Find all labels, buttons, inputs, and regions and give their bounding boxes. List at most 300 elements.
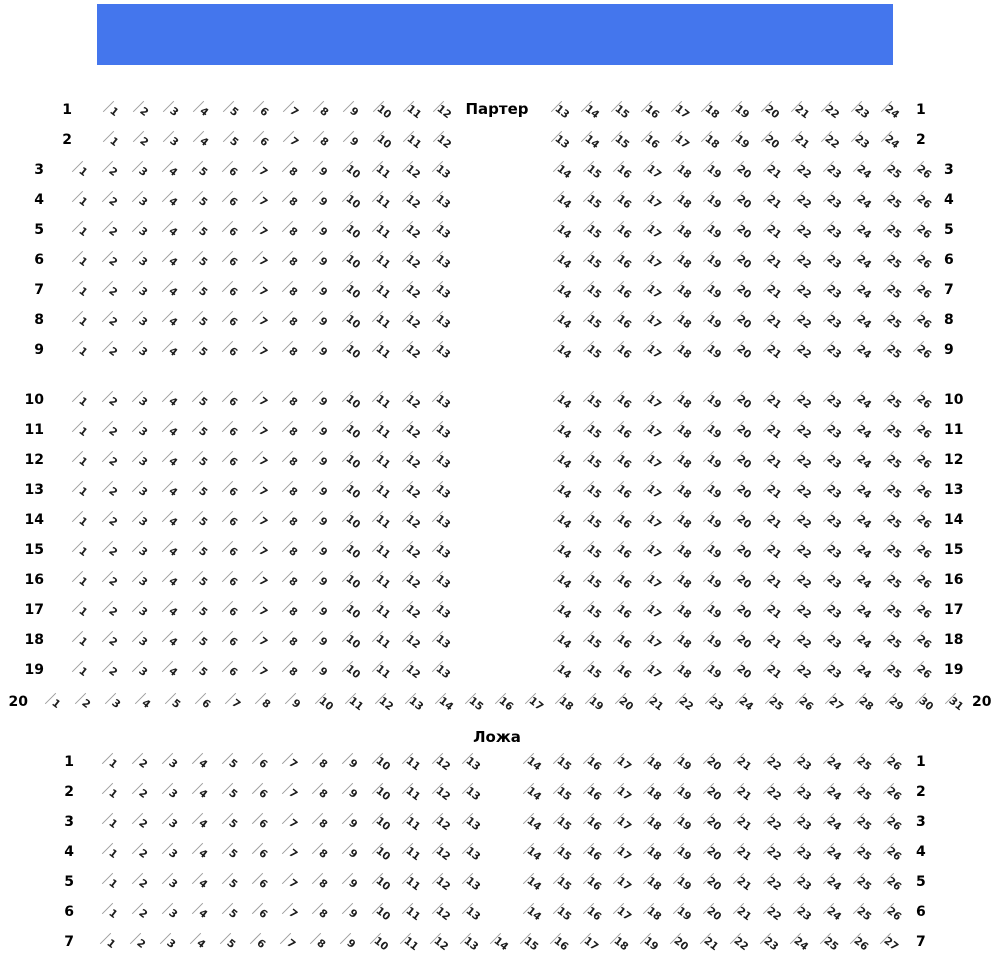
seat[interactable] xyxy=(130,900,154,924)
seat[interactable] xyxy=(250,598,274,622)
seat[interactable] xyxy=(641,840,665,864)
seat[interactable] xyxy=(370,388,394,412)
seat[interactable] xyxy=(190,308,214,332)
seat[interactable] xyxy=(671,568,695,592)
seat[interactable] xyxy=(160,448,184,472)
seat[interactable] xyxy=(160,418,184,442)
seat[interactable] xyxy=(671,810,695,834)
seat[interactable] xyxy=(548,930,572,954)
seat[interactable] xyxy=(100,478,124,502)
seat[interactable] xyxy=(611,598,635,622)
seat[interactable] xyxy=(911,188,935,212)
seat[interactable] xyxy=(671,248,695,272)
seat[interactable] xyxy=(310,218,334,242)
seat[interactable] xyxy=(789,98,813,122)
seat[interactable] xyxy=(851,308,875,332)
seat[interactable] xyxy=(791,388,815,412)
seat[interactable] xyxy=(821,218,845,242)
seat[interactable] xyxy=(728,930,752,954)
seat[interactable] xyxy=(190,810,214,834)
seat[interactable] xyxy=(821,338,845,362)
seat[interactable] xyxy=(851,218,875,242)
seat[interactable] xyxy=(250,900,274,924)
seat[interactable] xyxy=(821,628,845,652)
seat[interactable] xyxy=(581,900,605,924)
seat[interactable] xyxy=(130,658,154,682)
seat[interactable] xyxy=(340,188,364,212)
seat[interactable] xyxy=(911,338,935,362)
seat[interactable] xyxy=(310,598,334,622)
seat[interactable] xyxy=(641,568,665,592)
seat[interactable] xyxy=(430,508,454,532)
seat[interactable] xyxy=(788,930,812,954)
seat[interactable] xyxy=(671,338,695,362)
seat[interactable] xyxy=(400,478,424,502)
seat[interactable] xyxy=(761,388,785,412)
seat[interactable] xyxy=(581,418,605,442)
seat[interactable] xyxy=(761,418,785,442)
seat[interactable] xyxy=(280,278,304,302)
seat[interactable] xyxy=(521,750,545,774)
seat[interactable] xyxy=(100,248,124,272)
seat[interactable] xyxy=(371,98,395,122)
seat[interactable] xyxy=(278,930,302,954)
seat[interactable] xyxy=(190,900,214,924)
seat[interactable] xyxy=(430,478,454,502)
seat[interactable] xyxy=(100,508,124,532)
seat[interactable] xyxy=(851,810,875,834)
seat[interactable] xyxy=(671,628,695,652)
seat[interactable] xyxy=(551,508,575,532)
seat[interactable] xyxy=(549,98,573,122)
seat[interactable] xyxy=(130,218,154,242)
seat[interactable] xyxy=(430,188,454,212)
seat[interactable] xyxy=(791,870,815,894)
seat[interactable] xyxy=(581,750,605,774)
seat[interactable] xyxy=(821,508,845,532)
seat[interactable] xyxy=(370,840,394,864)
seat[interactable] xyxy=(821,478,845,502)
seat[interactable] xyxy=(250,508,274,532)
seat[interactable] xyxy=(611,418,635,442)
seat[interactable] xyxy=(701,810,725,834)
seat[interactable] xyxy=(250,840,274,864)
seat[interactable] xyxy=(160,248,184,272)
seat[interactable] xyxy=(460,780,484,804)
seat[interactable] xyxy=(371,128,395,152)
seat[interactable] xyxy=(791,628,815,652)
seat[interactable] xyxy=(400,780,424,804)
seat[interactable] xyxy=(641,278,665,302)
seat[interactable] xyxy=(100,568,124,592)
seat[interactable] xyxy=(130,780,154,804)
seat[interactable] xyxy=(881,388,905,412)
seat[interactable] xyxy=(521,840,545,864)
seat[interactable] xyxy=(340,870,364,894)
seat[interactable] xyxy=(370,418,394,442)
seat[interactable] xyxy=(611,218,635,242)
seat[interactable] xyxy=(791,188,815,212)
seat[interactable] xyxy=(400,338,424,362)
seat[interactable] xyxy=(551,278,575,302)
seat[interactable] xyxy=(671,840,695,864)
seat[interactable] xyxy=(731,418,755,442)
seat[interactable] xyxy=(310,628,334,652)
seat[interactable] xyxy=(220,418,244,442)
seat[interactable] xyxy=(98,930,122,954)
seat[interactable] xyxy=(190,750,214,774)
seat[interactable] xyxy=(791,900,815,924)
seat[interactable] xyxy=(521,900,545,924)
seat[interactable] xyxy=(190,658,214,682)
seat[interactable] xyxy=(340,568,364,592)
seat[interactable] xyxy=(190,338,214,362)
seat[interactable] xyxy=(428,930,452,954)
seat[interactable] xyxy=(521,780,545,804)
seat[interactable] xyxy=(130,338,154,362)
seat[interactable] xyxy=(280,810,304,834)
seat[interactable] xyxy=(220,478,244,502)
seat[interactable] xyxy=(100,628,124,652)
seat[interactable] xyxy=(611,568,635,592)
seat[interactable] xyxy=(251,128,275,152)
seat[interactable] xyxy=(641,870,665,894)
seat[interactable] xyxy=(671,538,695,562)
seat[interactable] xyxy=(551,448,575,472)
seat[interactable] xyxy=(100,750,124,774)
seat[interactable] xyxy=(819,128,843,152)
seat[interactable] xyxy=(611,508,635,532)
seat[interactable] xyxy=(250,338,274,362)
seat[interactable] xyxy=(731,218,755,242)
seat[interactable] xyxy=(821,188,845,212)
seat[interactable] xyxy=(370,478,394,502)
seat[interactable] xyxy=(488,930,512,954)
seat[interactable] xyxy=(100,538,124,562)
seat[interactable] xyxy=(130,418,154,442)
seat[interactable] xyxy=(310,508,334,532)
seat[interactable] xyxy=(250,810,274,834)
seat[interactable] xyxy=(851,248,875,272)
seat[interactable] xyxy=(581,478,605,502)
seat[interactable] xyxy=(220,598,244,622)
seat[interactable] xyxy=(851,870,875,894)
seat[interactable] xyxy=(100,218,124,242)
seat[interactable] xyxy=(911,388,935,412)
seat[interactable] xyxy=(70,508,94,532)
seat[interactable] xyxy=(370,658,394,682)
seat[interactable] xyxy=(881,780,905,804)
seat[interactable] xyxy=(821,658,845,682)
seat[interactable] xyxy=(761,810,785,834)
seat[interactable] xyxy=(430,418,454,442)
seat[interactable] xyxy=(823,690,847,714)
seat[interactable] xyxy=(430,538,454,562)
seat[interactable] xyxy=(100,278,124,302)
seat[interactable] xyxy=(731,538,755,562)
seat[interactable] xyxy=(100,870,124,894)
seat[interactable] xyxy=(671,388,695,412)
seat[interactable] xyxy=(70,188,94,212)
seat[interactable] xyxy=(130,568,154,592)
seat[interactable] xyxy=(340,750,364,774)
seat[interactable] xyxy=(733,690,757,714)
seat[interactable] xyxy=(131,128,155,152)
seat[interactable] xyxy=(460,870,484,894)
seat[interactable] xyxy=(581,158,605,182)
seat[interactable] xyxy=(220,338,244,362)
seat[interactable] xyxy=(70,598,94,622)
seat[interactable] xyxy=(821,308,845,332)
seat[interactable] xyxy=(911,538,935,562)
seat[interactable] xyxy=(73,690,97,714)
seat[interactable] xyxy=(761,278,785,302)
seat[interactable] xyxy=(761,870,785,894)
seat[interactable] xyxy=(280,448,304,472)
seat[interactable] xyxy=(308,930,332,954)
seat[interactable] xyxy=(220,308,244,332)
seat[interactable] xyxy=(250,388,274,412)
seat[interactable] xyxy=(671,870,695,894)
seat[interactable] xyxy=(613,690,637,714)
seat[interactable] xyxy=(220,448,244,472)
seat[interactable] xyxy=(310,870,334,894)
seat[interactable] xyxy=(280,840,304,864)
seat[interactable] xyxy=(793,690,817,714)
seat[interactable] xyxy=(821,538,845,562)
seat[interactable] xyxy=(641,750,665,774)
seat[interactable] xyxy=(280,158,304,182)
seat[interactable] xyxy=(699,128,723,152)
seat[interactable] xyxy=(250,658,274,682)
seat[interactable] xyxy=(881,870,905,894)
seat[interactable] xyxy=(851,780,875,804)
seat[interactable] xyxy=(458,930,482,954)
seat[interactable] xyxy=(911,628,935,652)
seat[interactable] xyxy=(190,218,214,242)
seat[interactable] xyxy=(821,448,845,472)
seat[interactable] xyxy=(609,128,633,152)
seat[interactable] xyxy=(761,658,785,682)
seat[interactable] xyxy=(611,158,635,182)
seat[interactable] xyxy=(400,448,424,472)
seat[interactable] xyxy=(220,900,244,924)
seat[interactable] xyxy=(791,750,815,774)
seat[interactable] xyxy=(340,780,364,804)
seat[interactable] xyxy=(581,278,605,302)
seat[interactable] xyxy=(761,218,785,242)
seat[interactable] xyxy=(943,690,967,714)
seat[interactable] xyxy=(849,98,873,122)
seat[interactable] xyxy=(190,278,214,302)
seat[interactable] xyxy=(883,690,907,714)
seat[interactable] xyxy=(190,158,214,182)
seat[interactable] xyxy=(881,840,905,864)
seat[interactable] xyxy=(158,930,182,954)
seat[interactable] xyxy=(731,448,755,472)
seat[interactable] xyxy=(791,598,815,622)
seat[interactable] xyxy=(881,810,905,834)
seat[interactable] xyxy=(821,870,845,894)
seat[interactable] xyxy=(370,810,394,834)
seat[interactable] xyxy=(220,658,244,682)
seat[interactable] xyxy=(671,478,695,502)
seat[interactable] xyxy=(190,388,214,412)
seat[interactable] xyxy=(70,248,94,272)
seat[interactable] xyxy=(130,750,154,774)
seat[interactable] xyxy=(283,690,307,714)
seat[interactable] xyxy=(340,278,364,302)
seat[interactable] xyxy=(310,568,334,592)
seat[interactable] xyxy=(701,448,725,472)
seat[interactable] xyxy=(701,780,725,804)
seat[interactable] xyxy=(340,308,364,332)
seat[interactable] xyxy=(370,598,394,622)
seat[interactable] xyxy=(911,278,935,302)
seat[interactable] xyxy=(878,930,902,954)
seat[interactable] xyxy=(791,538,815,562)
seat[interactable] xyxy=(611,810,635,834)
seat[interactable] xyxy=(761,750,785,774)
seat[interactable] xyxy=(70,388,94,412)
seat[interactable] xyxy=(430,568,454,592)
seat[interactable] xyxy=(758,930,782,954)
seat[interactable] xyxy=(851,538,875,562)
seat[interactable] xyxy=(611,900,635,924)
seat[interactable] xyxy=(368,930,392,954)
seat[interactable] xyxy=(160,188,184,212)
seat[interactable] xyxy=(791,478,815,502)
seat[interactable] xyxy=(131,98,155,122)
seat[interactable] xyxy=(220,188,244,212)
seat[interactable] xyxy=(430,158,454,182)
seat[interactable] xyxy=(370,248,394,272)
seat[interactable] xyxy=(911,158,935,182)
seat[interactable] xyxy=(581,448,605,472)
seat[interactable] xyxy=(160,628,184,652)
seat[interactable] xyxy=(250,158,274,182)
seat[interactable] xyxy=(220,870,244,894)
seat[interactable] xyxy=(911,448,935,472)
seat[interactable] xyxy=(611,308,635,332)
seat[interactable] xyxy=(851,568,875,592)
seat[interactable] xyxy=(789,128,813,152)
seat[interactable] xyxy=(338,930,362,954)
seat[interactable] xyxy=(641,218,665,242)
seat[interactable] xyxy=(310,448,334,472)
seat[interactable] xyxy=(430,840,454,864)
seat[interactable] xyxy=(759,128,783,152)
seat[interactable] xyxy=(310,388,334,412)
seat[interactable] xyxy=(400,658,424,682)
seat[interactable] xyxy=(70,278,94,302)
seat[interactable] xyxy=(130,448,154,472)
seat[interactable] xyxy=(551,810,575,834)
seat[interactable] xyxy=(761,598,785,622)
seat[interactable] xyxy=(761,308,785,332)
seat[interactable] xyxy=(250,780,274,804)
seat[interactable] xyxy=(579,98,603,122)
seat[interactable] xyxy=(160,780,184,804)
seat[interactable] xyxy=(821,900,845,924)
seat[interactable] xyxy=(460,750,484,774)
seat[interactable] xyxy=(761,338,785,362)
seat[interactable] xyxy=(400,278,424,302)
seat[interactable] xyxy=(701,418,725,442)
seat[interactable] xyxy=(340,388,364,412)
seat[interactable] xyxy=(551,658,575,682)
seat[interactable] xyxy=(280,248,304,272)
seat[interactable] xyxy=(280,780,304,804)
seat[interactable] xyxy=(821,840,845,864)
seat[interactable] xyxy=(879,98,903,122)
seat[interactable] xyxy=(100,418,124,442)
seat[interactable] xyxy=(581,568,605,592)
seat[interactable] xyxy=(821,750,845,774)
seat[interactable] xyxy=(701,508,725,532)
seat[interactable] xyxy=(729,98,753,122)
seat[interactable] xyxy=(400,388,424,412)
seat[interactable] xyxy=(881,568,905,592)
seat[interactable] xyxy=(581,810,605,834)
seat[interactable] xyxy=(731,308,755,332)
seat[interactable] xyxy=(400,568,424,592)
seat[interactable] xyxy=(761,158,785,182)
seat[interactable] xyxy=(280,538,304,562)
seat[interactable] xyxy=(400,870,424,894)
seat[interactable] xyxy=(881,188,905,212)
seat[interactable] xyxy=(340,248,364,272)
seat[interactable] xyxy=(731,248,755,272)
seat[interactable] xyxy=(400,418,424,442)
seat[interactable] xyxy=(433,690,457,714)
seat[interactable] xyxy=(493,690,517,714)
seat[interactable] xyxy=(641,780,665,804)
seat[interactable] xyxy=(761,478,785,502)
seat[interactable] xyxy=(581,508,605,532)
seat[interactable] xyxy=(281,128,305,152)
seat[interactable] xyxy=(701,388,725,412)
seat[interactable] xyxy=(608,930,632,954)
seat[interactable] xyxy=(160,810,184,834)
seat[interactable] xyxy=(253,690,277,714)
seat[interactable] xyxy=(759,98,783,122)
seat[interactable] xyxy=(731,508,755,532)
seat[interactable] xyxy=(190,538,214,562)
seat[interactable] xyxy=(160,598,184,622)
seat[interactable] xyxy=(671,448,695,472)
seat[interactable] xyxy=(701,478,725,502)
seat[interactable] xyxy=(220,278,244,302)
seat[interactable] xyxy=(280,870,304,894)
seat[interactable] xyxy=(130,388,154,412)
seat[interactable] xyxy=(250,568,274,592)
seat[interactable] xyxy=(370,188,394,212)
seat[interactable] xyxy=(641,598,665,622)
seat[interactable] xyxy=(430,218,454,242)
seat[interactable] xyxy=(400,840,424,864)
seat[interactable] xyxy=(791,418,815,442)
seat[interactable] xyxy=(130,598,154,622)
seat[interactable] xyxy=(220,750,244,774)
seat[interactable] xyxy=(791,158,815,182)
seat[interactable] xyxy=(611,780,635,804)
seat[interactable] xyxy=(280,308,304,332)
seat[interactable] xyxy=(43,690,67,714)
seat[interactable] xyxy=(911,418,935,442)
seat[interactable] xyxy=(310,900,334,924)
seat[interactable] xyxy=(671,218,695,242)
